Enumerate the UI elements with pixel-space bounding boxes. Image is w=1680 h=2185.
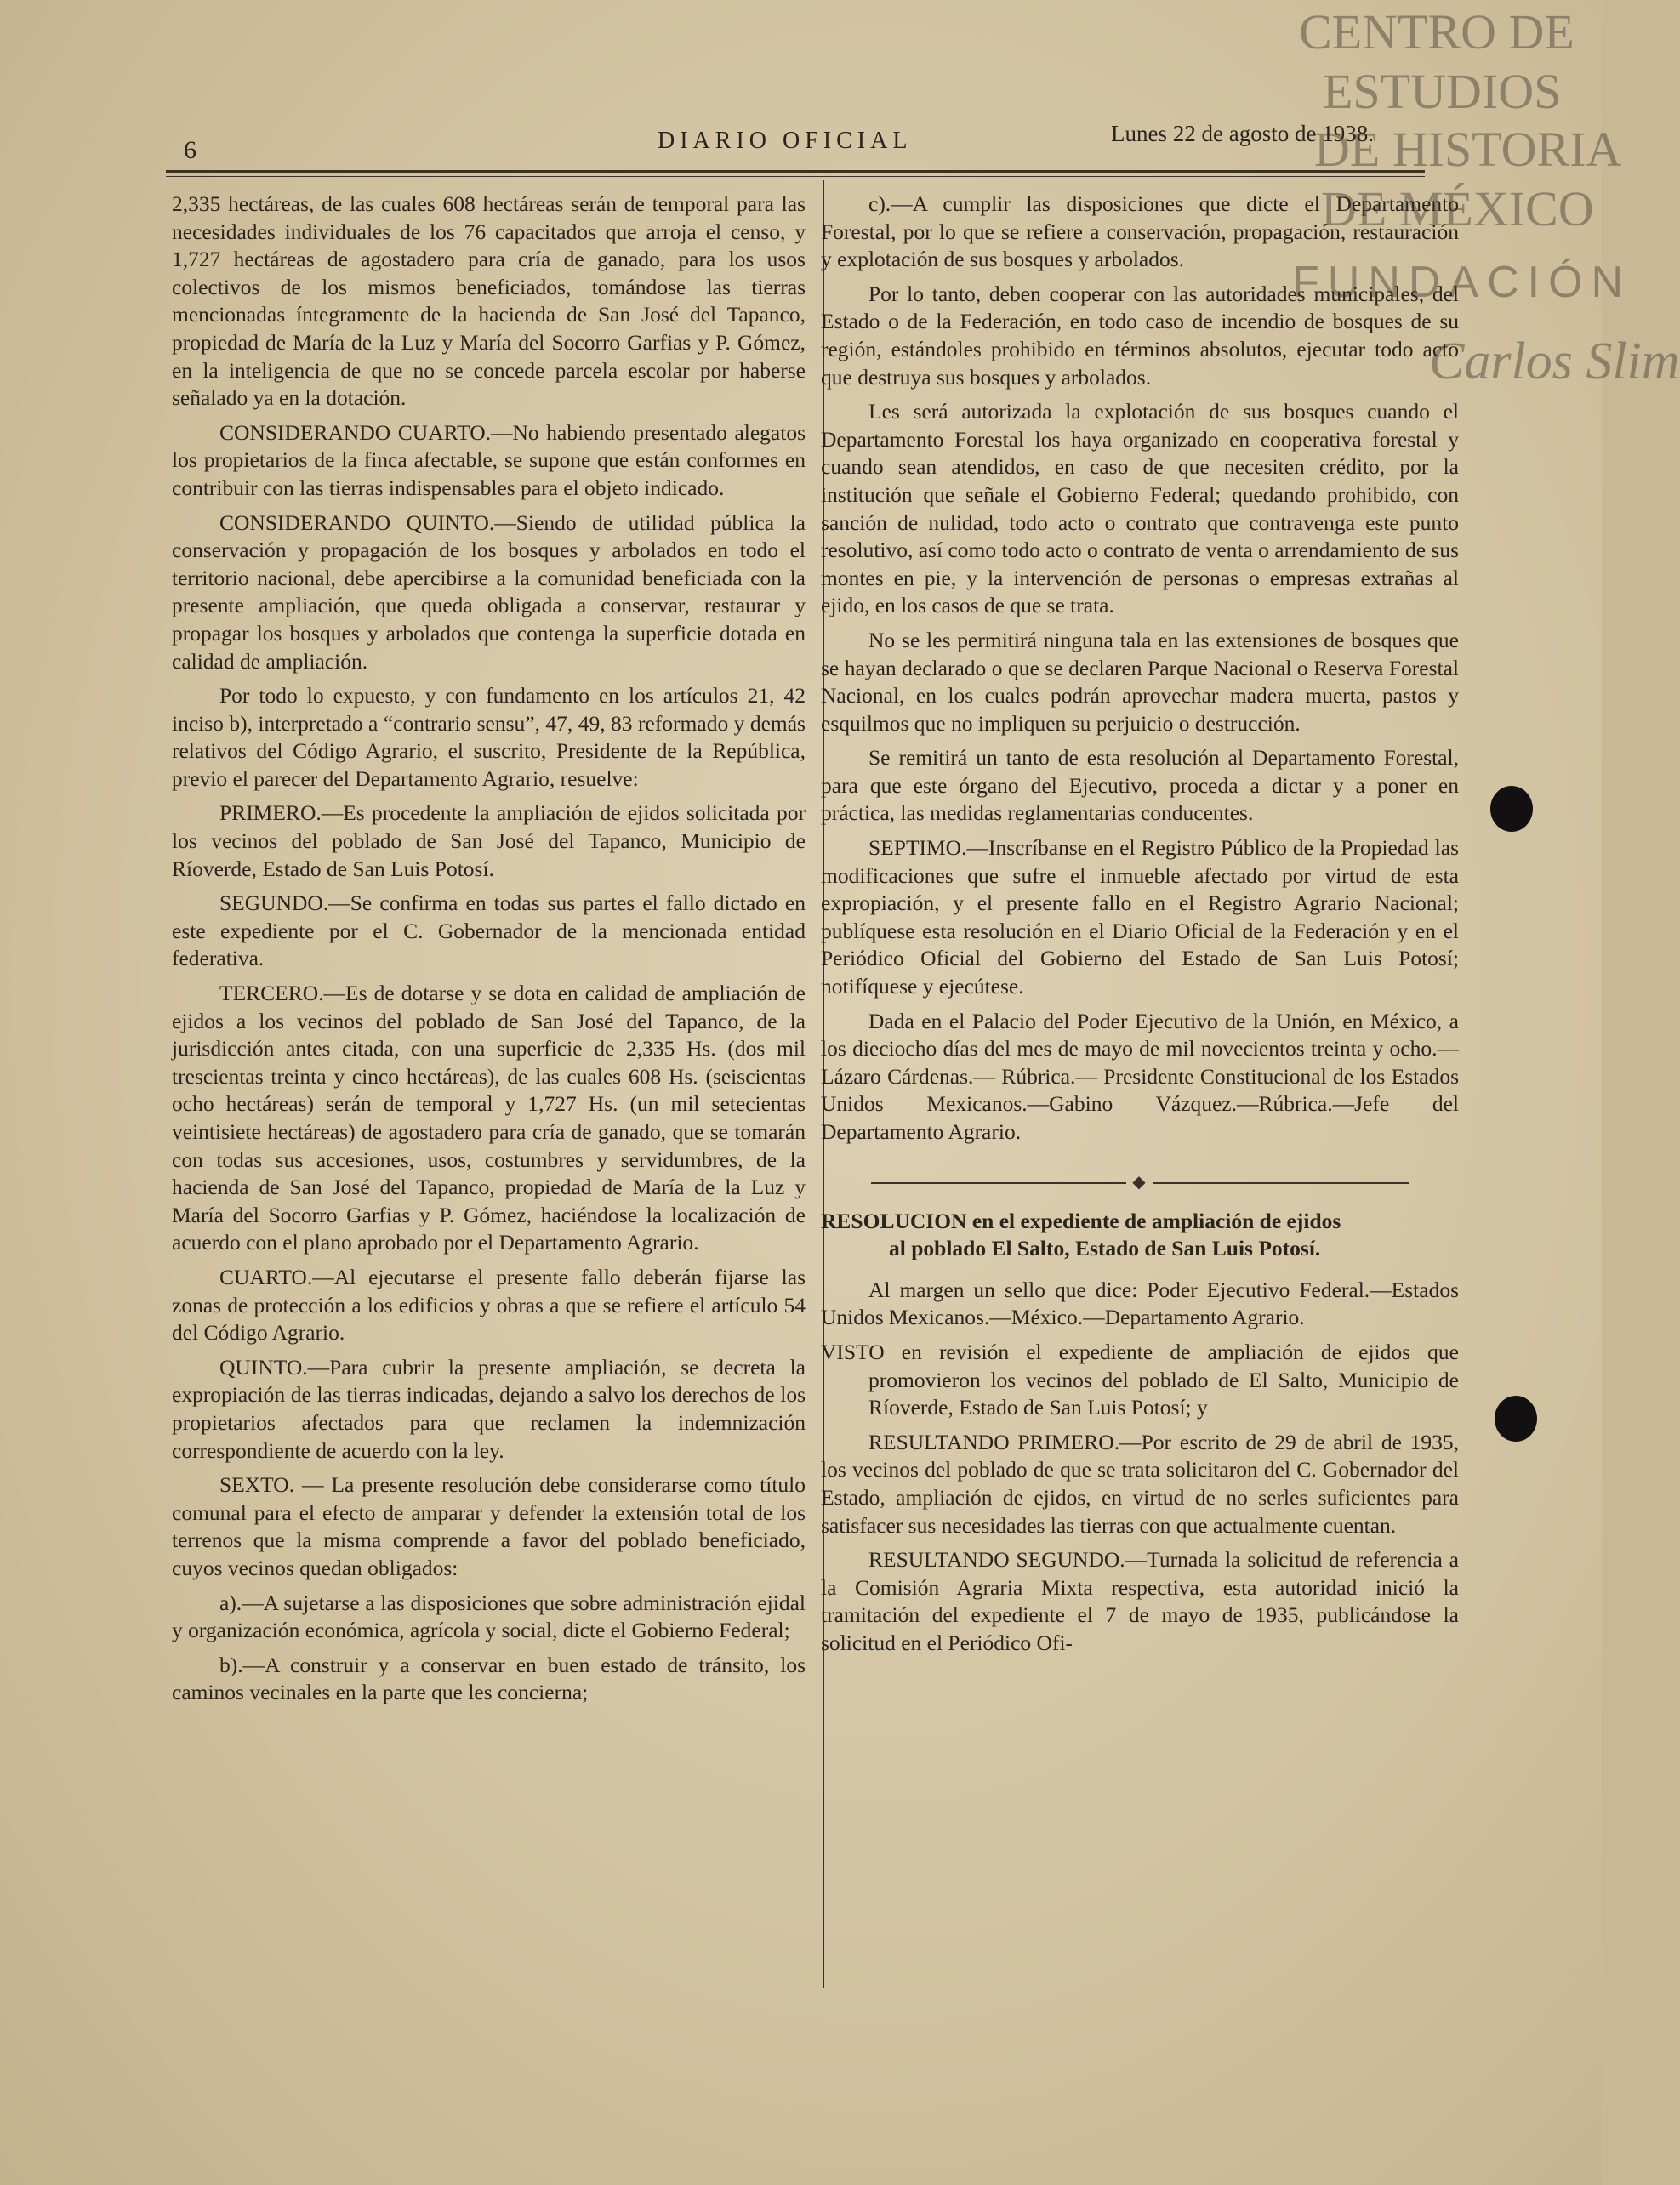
paragraph: SEXTO. — La presente resolución debe considerarse como título comunal para el efecto de amparar y defender la extensión total de los terrenos que la misma comprende a favor del poblado beneficiado, cuyos vecinos quedan obligados:: [172, 1472, 806, 1580]
paragraph: Dada en el Palacio del Poder Ejecutivo de la Unión, en México, a los dieciocho días del mes de mayo de mil novecientos treinta y ocho.—Lázaro Cárdenas.— Rúbrica.— Presidente Constitucional de los Estados Unidos Mexicanos.—Gabino Vázquez.—Rúbrica.—Jefe del Departamento Agrario.: [821, 1008, 1459, 1144]
paragraph: PRIMERO.—Es procedente la ampliación de ejidos solicitada por los vecinos del poblado de San José del Tapanco, Municipio de Ríoverde, Estado de San Luis Potosí.: [172, 800, 806, 881]
issue-date: Lunes 22 de agosto de 1938.: [1111, 121, 1374, 146]
paragraph: Por todo lo expuesto, y con fundamento en los artículos 21, 42 inciso b), interpretado a “contrario sensu”, 47, 49, 83 reformado y demás relativos del Código Agrario, el suscrito, Presidente de la República, previo el parecer del Departamento Agrario, resuelve:: [172, 683, 806, 791]
section-ornament: ◆: [821, 1169, 1459, 1186]
paragraph: SEPTIMO.—Inscríbanse en el Registro Público de la Propiedad las modificaciones que sufre el inmueble afectado por virtud de esta expropiación, y el presente fallo en el Registro Agrario Nacional; publíquese esta resolución en el Diario Oficial de la Federación y en el Periódico Oficial del Gobierno del Estado de San Luis Potosí; notifíquese y ejecútese.: [821, 835, 1459, 999]
header-rule: [166, 176, 1425, 177]
paragraph: RESULTANDO SEGUNDO.—Turnada la solicitud de referencia a la Comisión Agraria Mixta respectiva, esta autoridad inició la tramitación del expediente el 7 de mayo de 1935, publicándose la solicitud en el Periódico Ofi-: [821, 1547, 1459, 1655]
paragraph: Al margen un sello que dice: Poder Ejecutivo Federal.—Estados Unidos Mexicanos.—México.—Departamento Agrario.: [821, 1277, 1459, 1330]
resolution-title: [821, 1208, 1459, 1263]
watermark-signature: Carlos Slim: [1429, 333, 1680, 390]
paragraph: Les será autorizada la explotación de sus bosques cuando el Departamento Forestal los haya organizado en cooperativa forestal y cuando sean atendidos, en caso de que necesiten crédito, por la institución que señale el Gobierno Federal; quedando prohibido, con sanción de nulidad, todo acto o contrato que contravenga este punto resolutivo, así como todo acto o contrato de venta o arrendamiento de sus montes en pie, y la intervención de personas o empresas extrañas al ejido, en los casos de que se trata.: [821, 399, 1459, 618]
paragraph: Se remitirá un tanto de esta resolución al Departamento Forestal, para que este órgano del Ejecutivo, proceda a dictar y a poner en práctica, las medidas reglamentarias conducentes.: [821, 745, 1459, 826]
paragraph: CUARTO.—Al ejecutarse el presente fallo deberán fijarse las zonas de protección a los edificios y obras a que se refiere el artículo 54 del Código Agrario.: [172, 1264, 806, 1346]
left-column: [172, 191, 806, 1714]
paragraph: 2,335 hectáreas, de las cuales 608 hectáreas serán de temporal para las necesidades individuales de los 76 capacitados que arroja el censo, y 1,727 hectáreas de agostadero para cría de ganado, para los usos colectivos de los mismos beneficiados, tomándose las tierras mencionadas íntegramente de la hacienda de San José del Tapanco, propiedad de María de la Luz y María del Socorro Garfias y P. Gómez, en la inteligencia de que no se concede parcela escolar por haberse señalado ya en la dotación.: [172, 191, 806, 411]
header-rule: [166, 170, 1425, 173]
paragraph: CONSIDERANDO QUINTO.—Siendo de utilidad pública la conservación y propagación de los bosques y arbolados en todo el territorio nacional, debe apercibirse a la comunidad beneficiada con la presente ampliación, que queda obligada a conservar, restaurar y propagar los bosques y arbolados que contenga la superficie dotada en calidad de ampliación.: [172, 509, 806, 674]
paragraph: a).—A sujetarse a las disposiciones que sobre administración ejidal y organización económica, agrícola y social, dicte el Gobierno Federal;: [172, 1590, 806, 1643]
watermark-line: CENTRO DE: [1299, 4, 1575, 60]
paragraph: VISTO en revisión el expediente de ampliación de ejidos que promovieron los vecinos del poblado de El Salto, Municipio de Ríoverde, Estado de San Luis Potosí; y: [821, 1339, 1459, 1420]
paragraph: c).—A cumplir las disposiciones que dicte el Departamento Forestal, por lo que se refiere a conservación, propagación, restauración y explotación de sus bosques y arbolados.: [821, 191, 1459, 272]
paragraph: SEGUNDO.—Se confirma en todas sus partes el fallo dictado en este expediente por el C. Gobernador de la mencionada entidad federativa.: [172, 891, 806, 971]
paragraph: b).—A construir y a conservar en buen estado de tránsito, los caminos vecinales en la parte que les concierna;: [172, 1652, 806, 1705]
page-number: 6: [184, 136, 196, 164]
journal-title: DIARIO OFICIAL: [658, 128, 913, 154]
right-column: [821, 191, 1459, 1664]
watermark-line: DE MÉXICO: [1321, 181, 1594, 236]
page-header: [160, 121, 1436, 163]
resolution-title-line: al poblado El Salto, Estado de San Luis Potosí.: [889, 1236, 1321, 1261]
resolution-title-line: RESOLUCION en el expediente de ampliación de ejidos: [821, 1208, 1341, 1233]
paragraph: No se les permitirá ninguna tala en las extensiones de bosques que se hayan declarado o que se declaren Parque Nacional o Reserva Forestal Nacional, en los cuales podrán aprovechar madera muerta, pastos y esquilmos que no impliquen su perjuicio o destrucción.: [821, 627, 1459, 736]
paragraph: Por lo tanto, deben cooperar con las autoridades municipales, del Estado o de la Federación, en todo caso de incendio de bosques de su región, estándoles prohibido en términos absolutos, ejecutar todo acto que destruya sus bosques y arbolados.: [821, 281, 1459, 390]
watermark-line: ESTUDIOS: [1323, 64, 1562, 119]
watermark-line: FUNDACIÓN: [1292, 258, 1632, 307]
paragraph: CONSIDERANDO CUARTO.—No habiendo presentado alegatos los propietarios de la finca afectable, se supone que están conformes en contribuir con las tierras indispensables para el objeto indicado.: [172, 419, 806, 500]
punch-hole: [1495, 1396, 1537, 1442]
paragraph: QUINTO.—Para cubrir la presente ampliación, se decreta la expropiación de las tierras indicadas, dejando a salvo los derechos de los propietarios afectados para que reclamen la indemnización correspondiente de acuerdo con la ley.: [172, 1354, 806, 1463]
paragraph: TERCERO.—Es de dotarse y se dota en calidad de ampliación de ejidos a los vecinos del poblado de San José del Tapanco, de la jurisdicción antes citada, con una superficie de 2,335 Hs. (dos mil trescientas treinta y cinco hectáreas), de las cuales 608 Hs. (seiscientas ocho hectáreas) serán de temporal y 1,727 Hs. (un mil setecientas veintisiete hectáreas) de agostadero para cría de ganado, que se tomarán con todas sus accesiones, usos, costumbres y servidumbres, de la hacienda de San José del Tapanco, propiedad de María de la Luz y María del Socorro Garfias y P. Gómez, haciéndose la localización de acuerdo con el plano aprobado por el Departamento Agrario.: [172, 981, 806, 1255]
watermark-line: DE HISTORIA: [1314, 122, 1622, 177]
paragraph: RESULTANDO PRIMERO.—Por escrito de 29 de abril de 1935, los vecinos del poblado de que se trata solicitaron del C. Gobernador del Estado, ampliación de ejidos, en virtud de no serles suficientes para satisfacer sus necesidades las tierras con que actualmente cuentan.: [821, 1429, 1459, 1538]
punch-hole: [1490, 786, 1533, 832]
